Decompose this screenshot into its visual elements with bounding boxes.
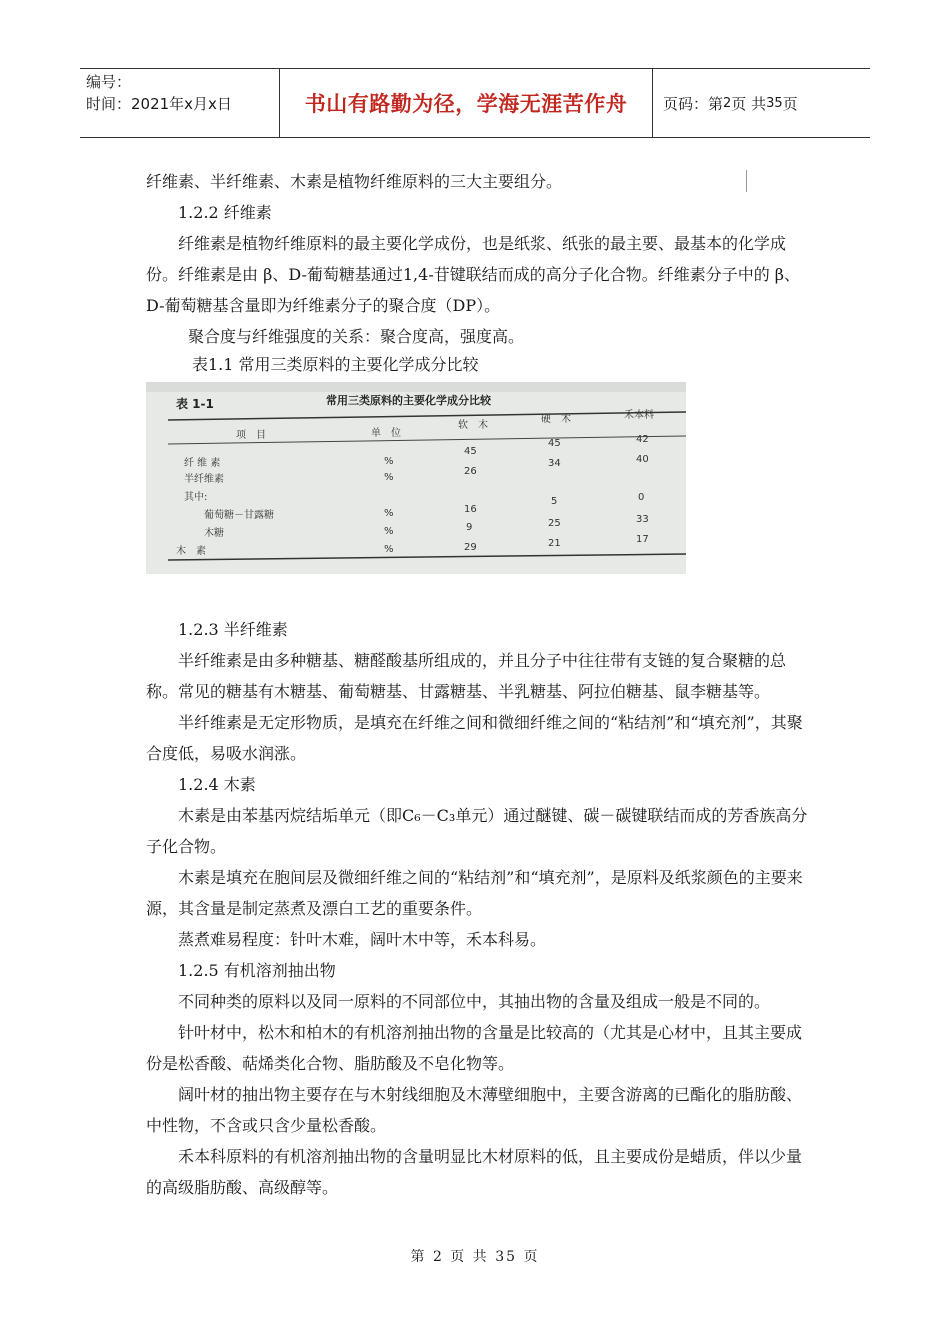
paragraph: 蒸煮难易程度：针叶木难，阔叶木中等，禾本科易。 — [178, 930, 547, 949]
row-grass: 40 — [636, 454, 649, 465]
paragraph: 半纤维素是无定形物质，是填充在纤维之间和微细纤维之间的“粘结剂”和“填充剂”，其聚合度低，易吸水润涨。 — [146, 713, 803, 763]
row-name: 木 素 — [176, 546, 206, 557]
row-unit: % — [384, 526, 394, 537]
row-unit: % — [384, 472, 394, 483]
row-grass: 33 — [636, 514, 649, 525]
row-softwood: 16 — [464, 504, 477, 515]
page-header — [80, 68, 870, 138]
section-heading-1-2-5: 1.2.5 有机溶剂抽出物 — [178, 961, 336, 980]
paragraph: 半纤维素是由多种糖基、糖醛酸基所组成的，并且分子中往往带有支链的复合聚糖的总称。常见的糖基有木糖基、葡萄糖基、甘露糖基、半乳糖基、阿拉伯糖基、鼠李糖基等。 — [146, 651, 787, 701]
paragraph: 禾本科原料的有机溶剂抽出物的含量明显比木材原料的低，且主要成份是蜡质，伴以少量的高级脂肪酸、高级醇等。 — [146, 1147, 803, 1197]
row-softwood: 26 — [464, 466, 477, 477]
row-grass: 0 — [638, 492, 645, 503]
paragraph: 木素是由苯基丙烷结垢单元（即C₆－C₃单元）通过醚键、碳－碳键联结而成的芳香族高分子化合物。 — [146, 806, 808, 856]
header-motto — [280, 69, 653, 137]
page-mid-label: 页 共 — [731, 94, 767, 113]
header-page-info — [653, 69, 870, 137]
paragraph: 纤维素、半纤维素、木素是植物纤维原料的三大主要组分。 — [146, 172, 563, 191]
paragraph: 纤维素是植物纤维原料的最主要化学成份，也是纸浆、纸张的最主要、最基本的化学成份。纤维素是由 β、D-葡萄糖基通过1,4-苷键联结而成的高分子化合物。纤维素分子中的 β、D-葡萄糖基含量即为纤维素分子的聚合度（DP）。 — [146, 234, 801, 315]
header-hardwood: 硬 木 — [541, 414, 571, 425]
section-heading-1-2-4: 1.2.4 木素 — [178, 775, 256, 794]
header-softwood: 软 木 — [458, 420, 488, 431]
header-unit: 单 位 — [371, 428, 401, 439]
row-hardwood: 25 — [548, 518, 561, 529]
row-name: 纤 维 素 — [184, 458, 221, 469]
row-name: 半纤维素 — [184, 474, 224, 485]
row-name: 葡萄糖－甘露糖 — [204, 510, 274, 521]
table-caption: 表1.1 常用三类原料的主要化学成分比较 — [192, 355, 479, 374]
page-label: 页码：第 — [663, 94, 724, 113]
paragraph: 阔叶材的抽出物主要存在与木射线细胞及木薄壁细胞中，主要含游离的已酯化的脂肪酸、中性物，不含或只含少量松香酸。 — [146, 1085, 803, 1135]
doc-time-label: 时间：2021年x月x日 — [86, 95, 232, 113]
row-unit: % — [384, 508, 394, 519]
row-hardwood: 5 — [551, 496, 558, 507]
row-name: 木糖 — [204, 528, 224, 539]
page-footer: 第 2 页 共 35 页 — [410, 1249, 540, 1265]
section-heading-1-2-2: 1.2.2 纤维素 — [178, 203, 272, 222]
row-hardwood: 34 — [548, 458, 561, 469]
page-number: 2 — [723, 95, 732, 111]
header-grass: 禾本料 — [624, 410, 654, 421]
row-unit: % — [384, 456, 394, 467]
paragraph: 针叶材中，松木和柏木的有机溶剂抽出物的含量是比较高的（尤其是心材中，且其主要成份是松香酸、萜烯类化合物、脂肪酸及不皂化物等。 — [146, 1023, 803, 1073]
table-label: 表 1-1 — [176, 397, 214, 411]
row-grass: 17 — [636, 534, 649, 545]
page-end-label: 页 — [782, 94, 798, 113]
row-softwood: 45 — [464, 446, 477, 457]
row-softwood: 9 — [466, 522, 473, 533]
row-softwood: 29 — [464, 542, 477, 553]
paragraph: 不同种类的原料以及同一原料的不同部位中，其抽出物的含量及组成一般是不同的。 — [178, 992, 771, 1011]
body-bottom — [146, 614, 808, 1203]
row-hardwood: 45 — [548, 438, 561, 449]
row-grass: 42 — [636, 434, 649, 445]
section-heading-1-2-3: 1.2.3 半纤维素 — [178, 620, 288, 639]
page-total: 35 — [766, 95, 783, 111]
chemical-composition-table — [146, 382, 686, 574]
table-graphic — [146, 382, 686, 574]
row-hardwood: 21 — [548, 538, 561, 549]
motto-text: 书山有路勤为径，学海无涯苦作舟 — [304, 92, 628, 116]
paragraph: 木素是填充在胞间层及微细纤维之间的“粘结剂”和“填充剂”，是原料及纸浆颜色的主要来源，其含量是制定蒸煮及漂白工艺的重要条件。 — [146, 868, 803, 918]
header-meta — [80, 69, 280, 137]
paragraph: 聚合度与纤维强度的关系：聚合度高，强度高。 — [188, 327, 525, 346]
doc-number-label: 编号： — [86, 73, 132, 91]
header-item: 项 目 — [236, 430, 266, 441]
row-unit: % — [384, 544, 394, 555]
row-name: 其中: — [184, 492, 208, 503]
body-top — [146, 166, 808, 378]
table-title: 常用三类原料的主要化学成分比较 — [326, 394, 491, 407]
